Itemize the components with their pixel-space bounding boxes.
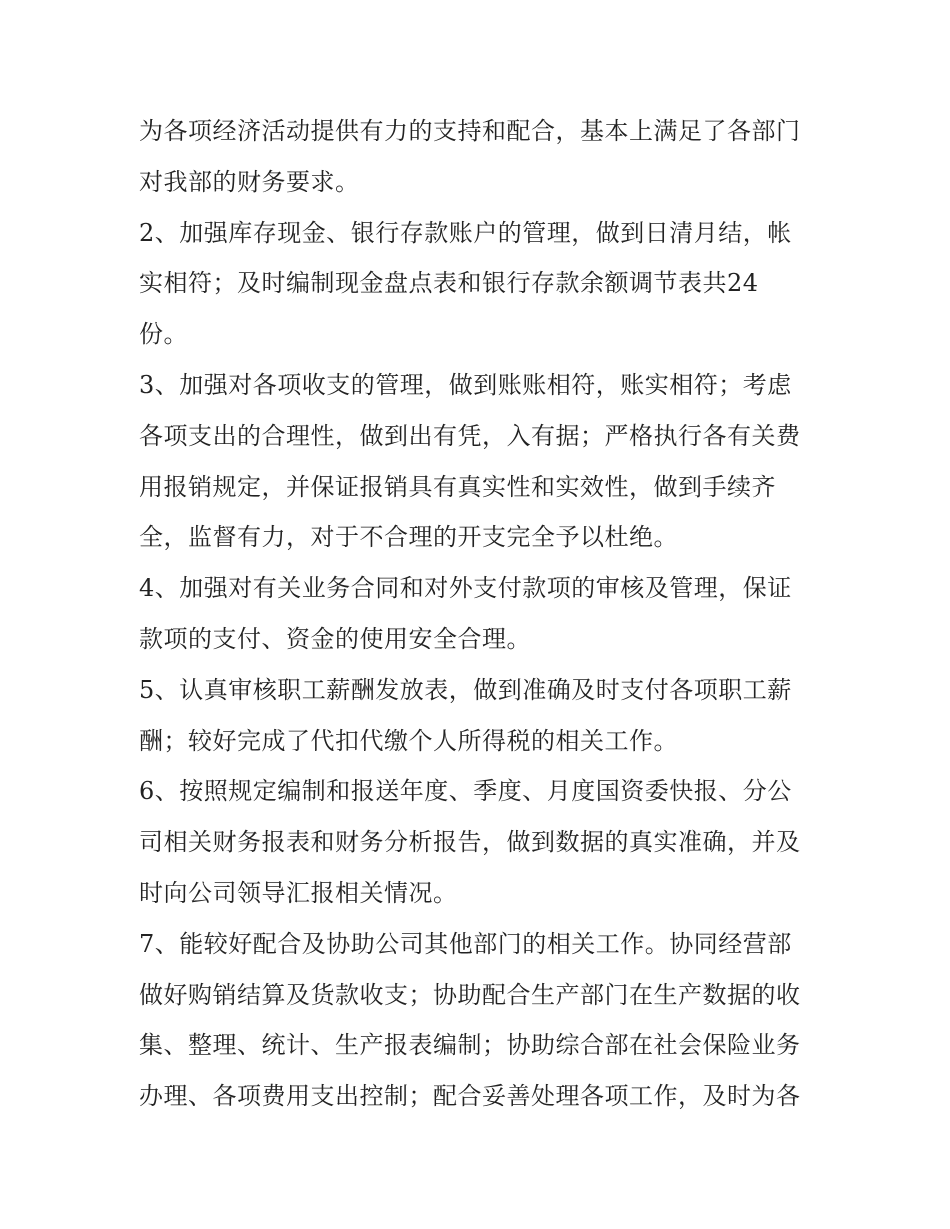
text-line: 做好购销结算及货款收支；协助配合生产部门在生产数据的收 xyxy=(139,980,801,1009)
text-line: 5、认真审核职工薪酬发放表，做到准确及时支付各项职工薪 xyxy=(139,675,792,704)
text-line: 2、加强库存现金、银行存款账户的管理，做到日清月结，帐 xyxy=(139,218,792,247)
text-line: 办理、各项费用支出控制；配合妥善处理各项工作，及时为各 xyxy=(139,1082,801,1111)
text-line: 司相关财务报表和财务分析报告，做到数据的真实准确，并及 xyxy=(139,828,801,857)
text-line: 为各项经济活动提供有力的支持和配合，基本上满足了各部门 xyxy=(139,117,801,145)
text-line: 4、加强对有关业务合同和对外支付款项的审核及管理，保证 xyxy=(139,574,792,603)
text-line: 各项支出的合理性，做到出有凭，入有据；严格执行各有关费 xyxy=(139,421,801,450)
text-line: 酬；较好完成了代扣代缴个人所得税的相关工作。 xyxy=(139,726,678,755)
text-line: 份。 xyxy=(139,320,188,349)
text-line: 7、能较好配合及协助公司其他部门的相关工作。协同经营部 xyxy=(139,929,792,958)
text-line: 6、按照规定编制和报送年度、季度、月度国资委快报、分公 xyxy=(139,777,792,806)
document-body xyxy=(139,106,819,1122)
text-line: 对我部的财务要求。 xyxy=(139,167,360,196)
text-line: 时向公司领导汇报相关情况。 xyxy=(139,878,458,907)
text-line: 3、加强对各项收支的管理，做到账账相符，账实相符；考虑 xyxy=(139,370,792,399)
text-line: 集、整理、统计、生产报表编制；协助综合部在社会保险业务 xyxy=(139,1031,801,1060)
text-line: 全，监督有力，对于不合理的开支完全予以杜绝。 xyxy=(139,523,678,552)
text-line: 款项的支付、资金的使用安全合理。 xyxy=(139,624,531,653)
text-line: 实相符；及时编制现金盘点表和银行存款余额调节表共24 xyxy=(139,269,759,298)
text-line: 用报销规定，并保证报销具有真实性和实效性，做到手续齐 xyxy=(139,472,776,501)
